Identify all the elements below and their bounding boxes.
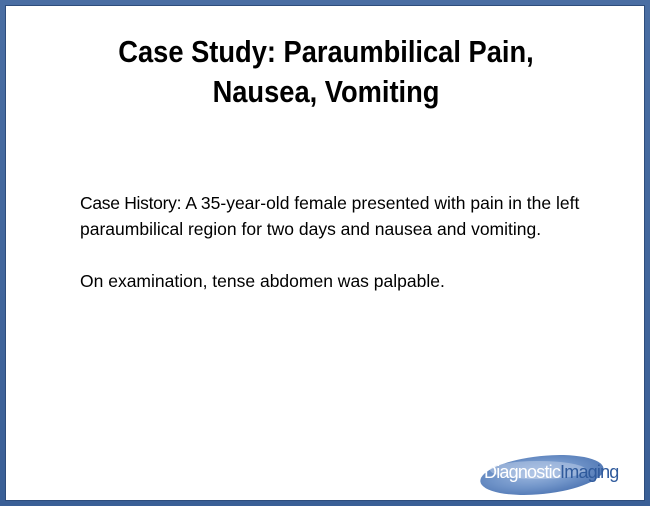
case-history-paragraph [80,190,600,242]
slide [5,5,645,501]
case-history-label: Case History [80,193,177,213]
logo-text-imaging: Imaging [560,462,619,482]
title-line-1: Case Study: Paraumbilical Pain, [118,34,534,69]
logo-text [484,462,618,483]
slide-title [80,32,573,112]
slide-body [80,190,600,320]
diagnostic-imaging-logo [476,448,646,496]
case-history-text: : A 35-year-old female presented with pain in the left paraumbilical region for two days and nausea and vomiting. [80,193,580,239]
logo-text-diagnostic: Diagnostic [484,462,561,482]
examination-paragraph: On examination, tense abdomen was palpable. [80,271,445,291]
title-line-2: Nausea, Vomiting [212,74,440,109]
